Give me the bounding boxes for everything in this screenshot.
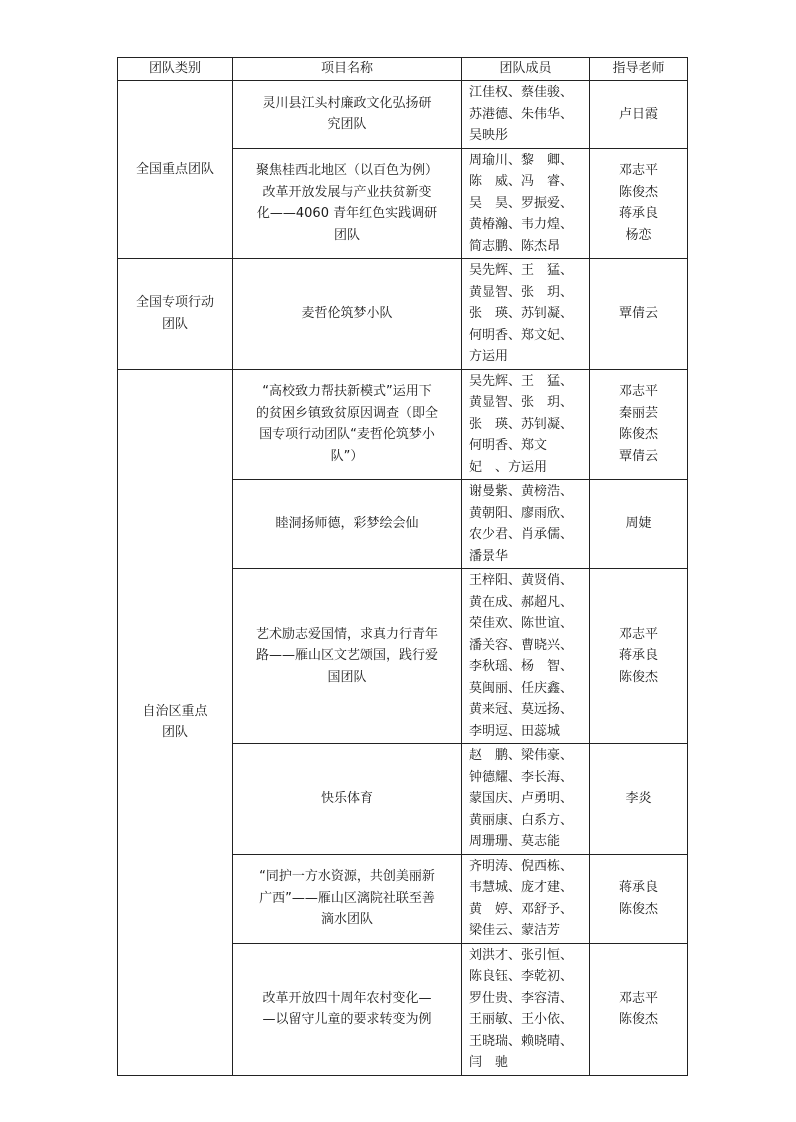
team-members-line: 罗仕贵、李容清、 [469,990,574,1006]
advisor-cell [590,148,688,259]
team-members-cell [462,148,590,259]
team-members-line: 李明逗、田蕊城 [469,723,561,739]
team-members-line: 张 瑛、苏钊凝、 [469,306,574,321]
advisor-line: 陈俊杰 [618,669,658,685]
team-members-line: 黄椿瀚、韦力煌、 [469,217,574,232]
advisor-cell [590,744,688,855]
advisor-line: 邓志平 [618,990,658,1006]
team-members-line: 齐明涛、倪西栋、 [469,858,574,874]
team-members-line: 闫 驰 [469,1055,509,1070]
team-members-cell [462,259,590,370]
project-name-line: 的贫困乡镇致贫原因调查（即全 [255,405,438,421]
project-name-line: 聚焦桂西北地区（以百色为例） [255,163,438,179]
team-category-cell [118,259,233,370]
team-members-line: 何明香、郑文 [469,438,548,453]
team-members-cell [462,569,590,744]
team-members-line: 黄 婷、邓舒予、 [469,901,574,917]
advisor-line: 李炎 [625,791,652,806]
team-category-cell [118,369,233,1075]
team-members-line: 钟德耀、李长海、 [469,769,574,785]
advisor-line: 卢日霞 [618,106,658,122]
advisor-line: 蒋承良 [618,206,658,222]
advisor-cell [590,943,688,1075]
team-members-cell [462,943,590,1075]
team-members-line: 吴先辉、王 猛、 [469,263,574,278]
advisor-line: 周婕 [625,516,652,532]
project-name-line: 灵川县江头村廉政文化弘扬研 [262,95,432,111]
team-members-line: 李秋瑶、杨 智、 [469,659,574,674]
project-name-line: 队”） [330,448,364,464]
team-members-line: 莫闽丽、任庆鑫、 [469,680,574,696]
advisor-line: 陈俊杰 [618,427,658,443]
header-advisor: 指导老师 [590,58,688,81]
advisor-line: 覃倩云 [618,448,658,464]
team-members-line: 梁佳云、蒙洁芳 [469,923,561,938]
team-members-line: 韦慧城、庞才建、 [469,880,574,895]
team-members-line: 潘景华 [469,548,509,564]
project-name-cell [233,943,462,1075]
project-name-line: 滴水团队 [320,912,373,928]
team-table [117,57,688,1076]
advisor-cell [590,369,688,480]
team-members-cell [462,854,590,943]
advisor-cell [590,259,688,370]
project-name-line: 广西”——雁山区漓院社联至善 [259,890,435,906]
project-name-line: 麦哲伦筑梦小队 [301,306,393,321]
team-members-line: 黄在成、郝超凡、 [469,594,574,610]
header-row [118,58,688,81]
project-name-cell [233,569,462,744]
project-name-cell [233,81,462,149]
team-members-line: 江佳权、蔡佳骏、 [469,85,574,100]
project-name-cell [233,259,462,370]
team-members-line: 荣佳欢、陈世谊、 [469,616,574,631]
advisor-line: 蒋承良 [618,648,658,664]
team-members-line: 何明香、郑文妃、 [469,327,574,343]
header-members: 团队成员 [462,58,590,81]
advisor-line: 陈俊杰 [618,184,658,200]
team-members-line: 王梓阳、黄贤俏、 [469,573,574,588]
team-members-line: 潘关容、曹晓兴、 [469,637,574,653]
project-name-line: 快乐体育 [320,791,373,806]
team-members-cell [462,480,590,569]
team-members-cell [462,81,590,149]
team-members-line: 黄显智、张 玥、 [469,284,574,300]
advisor-line: 邓志平 [618,163,658,179]
team-members-cell [462,369,590,480]
team-members-line: 黄来冠、莫远扬、 [469,702,574,717]
table-row [118,259,688,370]
team-members-line: 黄显智、张 玥、 [469,395,574,410]
table-row [118,369,688,480]
table-body [118,81,688,1076]
team-members-line: 周瑜川、黎 卿、 [469,152,574,168]
team-members-line: 黄朝阳、廖雨欣、 [469,505,574,521]
team-members-line: 苏港德、朱伟华、 [469,106,574,122]
project-name-line: 改革开放发展与产业扶贫新变 [262,184,432,200]
project-name-cell [233,744,462,855]
project-name-line: 究团队 [327,117,367,133]
team-members-line: 张 瑛、苏钊凝、 [469,416,574,432]
advisor-cell [590,569,688,744]
team-members-line: 黄丽康、白系方、 [469,812,574,828]
team-members-line: 周珊珊、莫志能 [469,834,561,849]
project-name-line: 改革开放四十周年农村变化— [262,990,432,1006]
project-name-cell [233,854,462,943]
team-members-line: 赵 鹏、梁伟豪、 [469,748,574,763]
project-name-cell [233,148,462,259]
project-name-cell [233,480,462,569]
team-members-line: 谢曼紫、黄榜浩、 [469,484,574,499]
project-name-line: 睦洞扬师德，彩梦绘会仙 [275,516,419,532]
advisor-line: 杨恋 [625,227,652,243]
header-project: 项目名称 [233,58,462,81]
team-members-line: 农少君、肖承儒、 [469,527,574,542]
team-members-line: 吴 昊、罗振爱、 [469,195,574,211]
advisor-line: 陈俊杰 [618,901,658,917]
advisor-cell [590,480,688,569]
advisor-line: 覃倩云 [618,306,658,321]
project-name-line: 国团队 [327,669,367,685]
team-members-line: 蒙国庆、卢勇明、 [469,791,574,806]
team-category-cell [118,81,233,259]
team-members-line: 王晓瑞、赖晓晴、 [469,1033,574,1049]
advisor-line: 邓志平 [618,384,658,400]
advisor-line: 邓志平 [618,626,658,642]
project-name-line: 国专项行动团队“麦哲伦筑梦小 [259,427,435,443]
team-members-line: 陈良钰、李乾初、 [469,969,574,984]
project-name-line: 路——雁山区文艺颂国，践行爱 [255,648,438,664]
team-members-line: 吴映彤 [469,128,509,143]
team-members-line: 刘洪才、张引恒、 [469,947,574,963]
table-row [118,81,688,149]
advisor-line: 蒋承良 [618,880,658,895]
project-name-line: —以留守儿童的要求转变为例 [262,1012,432,1027]
advisor-cell [590,81,688,149]
team-members-line: 陈 威、冯 睿、 [469,174,574,189]
project-name-line: 团队 [333,227,360,243]
team-category-line: 团队 [161,316,188,332]
project-name-line: “同护一方水资源，共创美丽新 [259,869,435,885]
team-members-line: 吴先辉、王 猛、 [469,373,574,389]
project-name-line: “高校致力帮扶新模式”运用下 [262,384,432,400]
project-name-line: 化——4060 青年红色实践调研 [256,206,438,222]
advisor-line: 秦丽芸 [618,405,658,421]
header-category: 团队类别 [118,58,233,81]
team-members-line: 方运用 [469,349,509,364]
team-category-line: 团队 [161,725,188,740]
team-members-line: 简志鹏、陈杰昂 [469,238,561,254]
team-members-cell [462,744,590,855]
team-category-line: 自治区重点 [142,703,208,719]
advisor-line: 陈俊杰 [618,1012,658,1027]
project-name-line: 艺术励志爱国情，求真力行青年 [255,626,438,642]
team-members-line: 妃 、方运用 [469,459,548,475]
team-members-line: 王丽敏、王小依、 [469,1012,574,1027]
advisor-cell [590,854,688,943]
team-category-line: 全国重点团队 [135,161,214,177]
team-category-line: 全国专项行动 [135,295,214,311]
project-name-cell [233,369,462,480]
